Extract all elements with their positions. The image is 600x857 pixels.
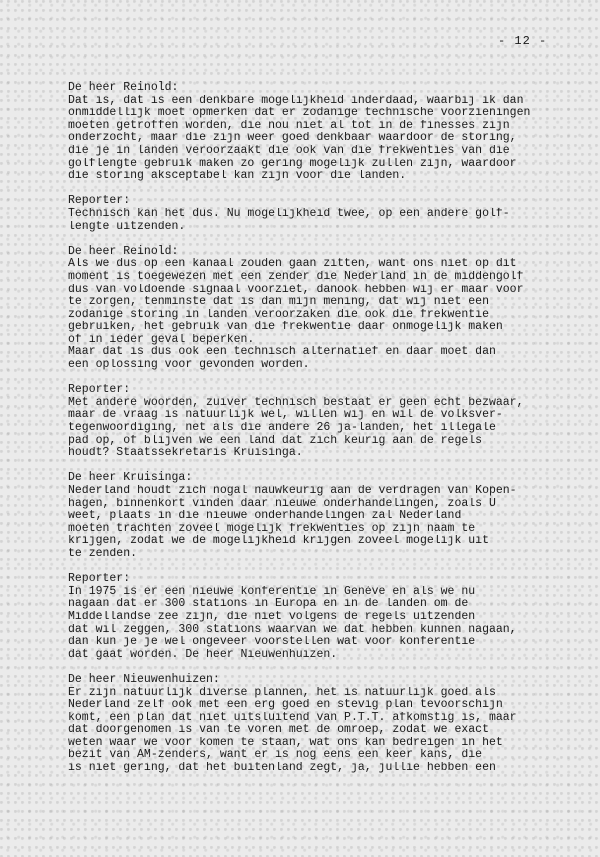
text-line: moment is toegewezen met een zender die Nederland in de middengolf xyxy=(68,270,524,283)
text-line: bezit van AM-zenders, want er is nog eens een keer kans, die xyxy=(68,749,483,762)
speaker-label: Reporter: xyxy=(68,194,131,208)
text-line: die je in landen veroorzaakt die ook van die frekwenties van die xyxy=(68,144,510,157)
text-line: maar de vraag is natuurlijk wel, willen wij en wil de volksver- xyxy=(68,409,503,422)
dialogue-section xyxy=(68,82,590,183)
text-line: hagen, binnenkort vinden daar nieuwe onderhandelingen, zoals U xyxy=(68,497,496,510)
text-line: houdt? Staatssekretaris Kruisinga. xyxy=(68,447,303,460)
speaker-label: De heer Reinold: xyxy=(68,244,179,258)
text-line: of in ieder geval beperken. xyxy=(68,333,255,346)
text-line: Middellandse zee zijn, die niet volgens de regels uitzenden xyxy=(68,610,476,623)
text-line: te zorgen, tenminste dat is dan mijn mening, dat wij niet een xyxy=(68,296,489,309)
speaker-label: De heer Kruisinga: xyxy=(68,471,193,485)
speaker-label: De heer Nieuwenhuizen: xyxy=(68,672,220,686)
text-line: Maar dat is dus ook een technisch alternatief en daar moet dan xyxy=(68,346,496,359)
text-line: krijgen, zodat we de mogelijkheid krijgen zoveel mogelijk uit xyxy=(68,535,489,548)
text-line: tegenwoordiging, net als die andere 26 ja-landen, het illegale xyxy=(68,422,496,435)
text-line: dat doorgenomen is van te voren met de omroep, zodat we exact xyxy=(68,724,489,737)
text-line: Technisch kan het dus. Nu mogelijkheid twee, op een andere golf- xyxy=(68,207,510,220)
text-line: Nederland zelf ook met een erg goed en stevig plan tevoorschijn xyxy=(68,699,503,712)
text-line: Er zijn natuurlijk diverse plannen, het is natuurlijk goed als xyxy=(68,686,496,699)
text-line: onderzocht, maar die zijn weer goed denkbaar waardoor de storing, xyxy=(68,132,517,145)
text-line: zodanige storing in landen veroorzaken die ook die frekwentie xyxy=(68,308,489,321)
text-line: lengte uitzenden. xyxy=(68,220,186,233)
text-line: Als we dus op een kanaal zouden gaan zitten, want ons niet op dit xyxy=(68,258,517,271)
dialogue-section xyxy=(68,384,590,460)
text-line: is niet gering, dat het buitenland zegt, ja, jullie hebben een xyxy=(68,762,496,775)
text-line: moeten getroffen worden, die nou niet al tot in de finesses zijn xyxy=(68,119,510,132)
dialogue-section xyxy=(68,674,590,775)
text-line: pad op, of blijven we een land dat zich keurig aan de regels xyxy=(68,434,483,447)
speaker-label: De heer Reinold: xyxy=(68,81,179,94)
text-line: gebruiken, het gebruik van die frekwentie daar onmogelijk maken xyxy=(68,321,503,334)
speaker-label: Reporter: xyxy=(68,572,131,586)
text-line: nagaan dat er 300 stations in Europa en in de landen om de xyxy=(68,598,469,611)
text-line: komt, een plan dat niet uitsluitend van P.T.T. afkomstig is, maar xyxy=(68,711,517,724)
text-line: moeten trachten zoveel mogelijk frekwenties op zijn naam te xyxy=(68,522,476,535)
text-line: dat wil zeggen, 300 stations waarvan we dat hebben kunnen nagaan, xyxy=(68,623,517,636)
text-line: Met andere woorden, zuiver technisch bestaat er geen echt bezwaar, xyxy=(68,396,524,409)
dialogue-section xyxy=(68,195,590,233)
text-line: In 1975 is er een nieuwe konferentie in Genève en als we nu xyxy=(68,585,476,598)
text-line: dat gaat worden. De heer Nieuwenhuizen. xyxy=(68,648,338,661)
text-line: weten waar we voor komen te staan, wat ons kan bedreigen in het xyxy=(68,736,503,749)
text-line: die storing aksceptabel kan zijn voor die landen. xyxy=(68,170,407,183)
text-line: een oplossing voor gevonden worden. xyxy=(68,359,310,372)
text-line: golflengte gebruik maken zo gering mogelijk zullen zijn, waardoor xyxy=(68,157,517,170)
text-line: dan kun je je wel ongeveer voorstellen wat voor konferentie xyxy=(68,636,476,649)
dialogue-section xyxy=(68,246,590,372)
text-line: Nederland houdt zich nogal nauwkeurig aan de verdragen van Kopen- xyxy=(68,485,517,497)
text-line: te zenden. xyxy=(68,547,138,560)
dialogue-section xyxy=(68,472,590,560)
text-line: onmiddellijk moet opmerken dat er zodanige technische voorzieningen xyxy=(68,107,531,120)
speaker-label: Reporter: xyxy=(68,383,131,397)
dialogue-section xyxy=(68,573,590,661)
transcript-body xyxy=(68,82,590,787)
text-line: dus van voldoende signaal voorziet, danook hebben wij er maar voor xyxy=(68,283,524,296)
text-line: weet, plaats in die nieuwe onderhandelingen zal Nederland xyxy=(68,510,462,523)
page-number: - 12 - xyxy=(498,34,548,48)
text-line: Dat is, dat is een denkbare mogelijkheid inderdaad, waarbij ik dan xyxy=(68,94,524,107)
